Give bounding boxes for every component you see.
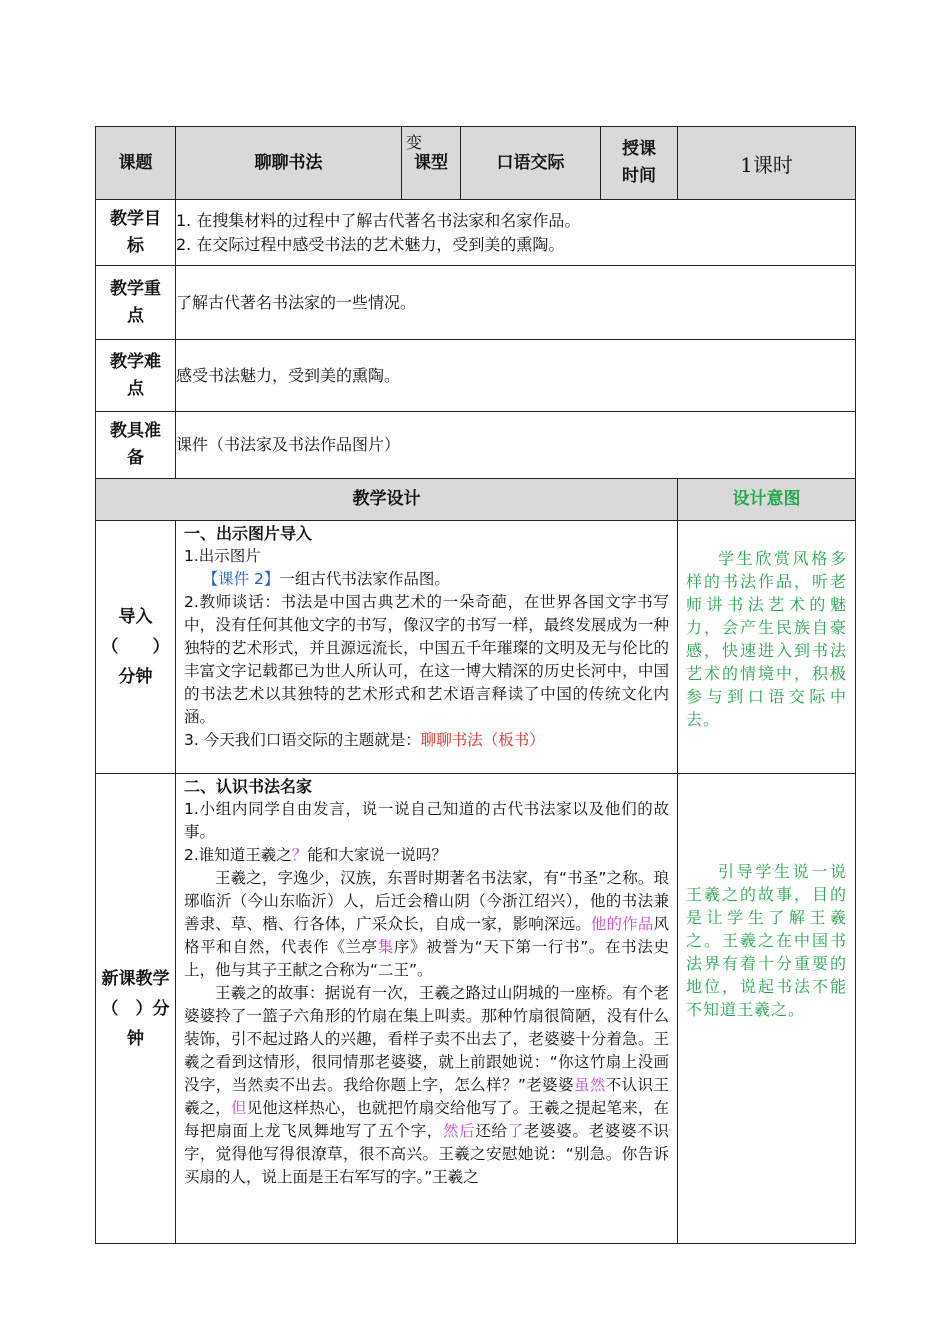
p2-e: 老婆婆。老婆婆不识字，觉得他写得很潦草，很不高兴。王羲之安慰她说：“别急。你告诉买扇的人，说上面是王右军写的字。”王羲之 [184,1122,669,1186]
goals-content [176,200,856,266]
step2-b: 能和大家说一说吗？ [307,846,447,864]
p2-a: 王羲之的故事：据说有一次，王羲之路过山阴城的一座桥。有个老婆婆拎了一篮子六角形的竹扇在集上叫卖。那种竹扇很简陋，没有什么装饰，引不起过路人的兴趣，看样子卖不出去了，老婆婆十分着急。王羲之看到这情形，很同情那老婆婆，就上前跟她说：“你这竹扇上没画没字，当然卖不出去。我给你题上字，怎么样？”老婆婆 [184,984,669,1094]
goal-item: 1. 在搜集材料的过程中了解古代著名书法家和名家作品。 [176,210,581,230]
focus-content: 了解古代著名书法家的一些情况。 [176,266,856,340]
tools-label: 教具准备 [96,412,176,479]
intent-header: 设计意图 [678,479,856,521]
step3-highlight: 聊聊书法（板书） [420,731,545,749]
new-step1: 1.小组内同学自由发言，说一说自己知道的古代书法家以及他们的故事。 [184,800,669,841]
new-intent: 引导学生说一说王羲之的故事，目的是让学生了解王羲之。王羲之在中国书法界有着十分重要的地位，说起书法不能不知道王羲之。 [686,862,848,1019]
design-header: 教学设计 [96,479,678,521]
type-label: 课型 [414,152,448,173]
step2-q: ？ [291,846,308,864]
new-lesson-row [96,774,856,1244]
new-lesson-label: 新课教学（ ）分钟 [96,774,176,1244]
p2-b: 不认识王羲之， [184,1076,669,1117]
new-intent-cell [678,774,856,1244]
p1-pink2: 集 [377,938,394,956]
p2-pink1: 虽然 [573,1076,606,1094]
intro-row [96,521,856,774]
new-step2 [184,844,669,867]
courseware-text: 一组古代书法家作品图。 [279,570,450,588]
step3-prefix: 3. 今天我们口语交际的主题就是： [184,731,421,749]
difficulty-row [96,340,856,412]
subject-value: 聊聊书法 [176,127,402,200]
story-paragraph [184,982,669,1189]
intro-step1: 1.出示图片 [184,547,261,565]
p2-pink3: 然后 [443,1122,476,1140]
intro-intent-cell [678,521,856,774]
goals-row [96,200,856,266]
type-prefix: 变 [406,133,423,152]
p2-pink2: 但 [230,1099,247,1117]
focus-row [96,266,856,340]
time-label: 授课时间 [601,127,678,200]
type-label-cell [402,127,461,200]
p1-b: 风格平和自然，代表作《兰亭 [184,915,669,956]
step2-a: 2.谁知道王羲之 [184,846,292,864]
tools-row [96,412,856,479]
subject-label: 课题 [96,127,176,200]
lesson-plan-table [95,126,856,1244]
goals-label: 教学目标 [96,200,176,266]
new-title: 二、认识书法名家 [184,777,313,796]
header-row [96,127,856,200]
courseware-tag: 【课件 2】 [202,570,280,588]
bio-paragraph [184,867,669,982]
p2-pink4: 了 [507,1122,524,1140]
p1-pink: 他的作品 [590,915,654,933]
intro-step3 [184,729,669,752]
goal-item: 2. 在交际过程中感受书法的艺术魅力，受到美的熏陶。 [176,234,565,254]
tools-content: 课件（书法家及书法作品图片） [176,412,856,479]
p2-c: 见他这样热心，也就把竹扇交给他写了。王羲之提起笔来，在每把扇面上龙飞凤舞地写了五个字， [184,1099,669,1140]
p2-d: 还给 [475,1122,508,1140]
difficulty-content: 感受书法魅力，受到美的熏陶。 [176,340,856,412]
type-value: 口语交际 [461,127,601,200]
focus-label: 教学重点 [96,266,176,340]
intro-step2: 2.教师谈话：书法是中国古典艺术的一朵奇葩，在世界各国文字书写中，没有任何其他文字的书写，像汉字的书写一样，最终发展成为一种独特的艺术形式，并且源远流长，中国五千年璀璨的文明及无与伦比的丰富文字记载都已为世人所认可，在这一博大精深的历史长河中，中国的书法艺术以其独特的艺术形式和艺术语言释读了中国的传统文化内涵。 [184,593,669,726]
intro-intent: 学生欣赏风格多样的书法作品，听老师讲书法艺术的魅力，会产生民族自豪感，快速进入到书法艺术的情境中，积极参与到口语交际中去。 [686,549,848,729]
p1-a: 王羲之，字逸少，汉族，东晋时期著名书法家，有“书圣”之称。琅琊临沂（今山东临沂）人，后迁会稽山阴（今浙江绍兴），他的书法兼善隶、草、楷、行各体，广采众长，自成一家，影响深远。 [184,869,669,933]
time-value: 1课时 [678,127,856,200]
intro-content [176,521,678,774]
intro-label: 导入（ ）分钟 [96,521,176,774]
design-header-row [96,479,856,521]
intro-title: 一、出示图片导入 [184,524,313,543]
new-lesson-content [176,774,678,1244]
difficulty-label: 教学难点 [96,340,176,412]
intro-courseware [184,568,669,591]
p1-c: 序》被誉为“天下第一行书”。在书法史上，他与其子王献之合称为“二王”。 [184,938,669,979]
